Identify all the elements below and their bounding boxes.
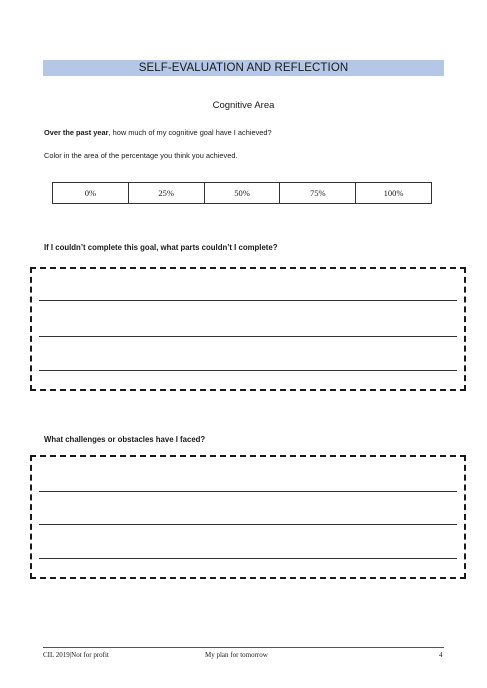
page-title-text: SELF-EVALUATION AND REFLECTION	[138, 62, 349, 74]
question-lead: Over the past year	[44, 128, 109, 137]
question-incomplete-parts: If I couldn’t complete this goal, what parts couldn’t I complete?	[44, 243, 278, 252]
percentage-scale	[52, 182, 432, 204]
instruction-text: Color in the area of the percentage you think you achieved.	[44, 151, 238, 160]
answer-line[interactable]	[39, 370, 457, 371]
achievement-question	[44, 128, 272, 137]
page-title	[43, 60, 444, 76]
percentage-row	[53, 183, 432, 204]
question-challenges: What challenges or obstacles have I faced?	[44, 435, 206, 444]
percentage-cell-50[interactable]: 50%	[204, 183, 280, 204]
answer-line[interactable]	[39, 336, 457, 337]
answer-line[interactable]	[39, 491, 457, 492]
percentage-cell-75[interactable]: 75%	[280, 183, 356, 204]
answer-box-incomplete-parts[interactable]	[30, 267, 466, 391]
question-rest: , how much of my cognitive goal have I achieved?	[108, 128, 272, 137]
percentage-cell-0[interactable]: 0%	[53, 183, 129, 204]
page-number: 4	[439, 651, 443, 659]
footer-left: CIL 2019|Not for profit	[43, 651, 109, 659]
answer-box-challenges[interactable]	[30, 455, 466, 579]
answer-line[interactable]	[39, 300, 457, 301]
footer-divider	[43, 647, 444, 648]
section-subtitle: Cognitive Area	[212, 100, 275, 111]
answer-line[interactable]	[39, 524, 457, 525]
answer-line[interactable]	[39, 558, 457, 559]
percentage-cell-25[interactable]: 25%	[128, 183, 204, 204]
footer-center: My plan for tomorrow	[205, 651, 268, 659]
percentage-cell-100[interactable]: 100%	[356, 183, 432, 204]
